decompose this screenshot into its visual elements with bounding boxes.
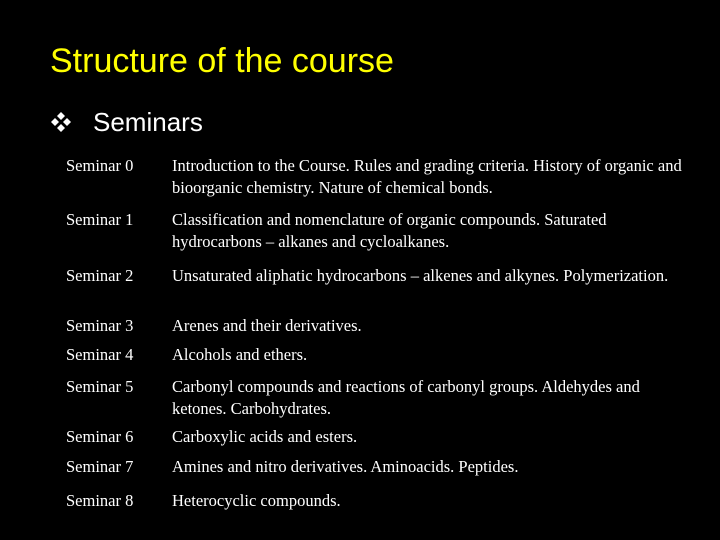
section-bullet	[50, 104, 72, 140]
seminar-label: Seminar 2	[66, 266, 134, 285]
seminar-description: Introduction to the Course. Rules and grading criteria. History of organic and bioorganic chemistry. Nature of chemical bonds.	[172, 156, 682, 197]
seminar-description: Carbonyl compounds and reactions of carbonyl groups. Aldehydes and ketones. Carbohydrates.	[172, 377, 640, 418]
seminar-description: Unsaturated aliphatic hydrocarbons – alkenes and alkynes. Polymerization.	[172, 266, 669, 285]
diamond-bullet-icon	[50, 111, 72, 133]
seminar-description: Alcohols and ethers.	[172, 345, 308, 364]
seminar-label: Seminar 5	[66, 377, 134, 396]
seminar-description: Heterocyclic compounds.	[172, 491, 341, 510]
seminar-description: Arenes and their derivatives.	[172, 316, 362, 335]
slide-title: Structure of the course	[50, 42, 394, 80]
seminar-label: Seminar 0	[66, 156, 134, 175]
seminar-label: Seminar 7	[66, 457, 134, 476]
seminar-label: Seminar 6	[66, 427, 134, 446]
seminar-description: Classification and nomenclature of organic compounds. Saturated hydrocarbons – alkanes and cycloalkanes.	[172, 210, 607, 251]
section-heading: Seminars	[93, 107, 203, 137]
seminar-label: Seminar 1	[66, 210, 134, 229]
seminar-label: Seminar 8	[66, 491, 134, 510]
seminar-label: Seminar 4	[66, 345, 134, 364]
seminar-description: Carboxylic acids and esters.	[172, 427, 358, 446]
seminar-label: Seminar 3	[66, 316, 134, 335]
seminar-description: Amines and nitro derivatives. Aminoacids. Peptides.	[172, 457, 519, 476]
